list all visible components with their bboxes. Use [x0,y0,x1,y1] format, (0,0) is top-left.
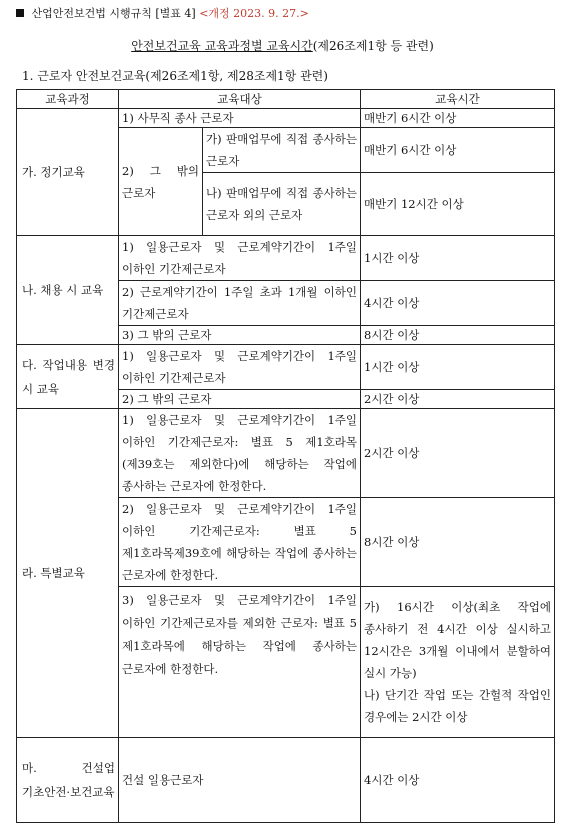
title-main: 안전보건교육 교육과정별 교육시간 [131,39,313,53]
table-row [17,738,555,823]
header-course: 교육과정 [17,90,119,109]
course-hiring: 나. 채용 시 교육 [17,236,119,345]
target-cell: 2) 그 밖의 근로자 [119,128,203,236]
table-row [17,345,555,390]
revision-date: <개정 2023. 9. 27.> [199,7,309,20]
hours-option-a: 가) 16시간 이상(최초 작업에 종사하기 전 4시간 이상 실시하고 12시간은 3개월 이내에서 분할하여 실시 가능) [364,600,551,680]
document-header [16,5,309,21]
education-hours-table [16,89,555,823]
target-cell: 나) 판매업무에 직접 종사하는 근로자 외의 근로자 [203,173,361,236]
hours-cell: 매반기 6시간 이상 [361,128,555,173]
hours-cell [361,587,555,738]
target-cell: 1) 일용근로자 및 근로계약기간이 1주일 이하인 기간제근로자: 별표 5 제1호라목(제39호는 제외한다)에 해당하는 작업에 종사하는 근로자에 한정한다. [119,409,361,498]
target-cell: 1) 일용근로자 및 근로계약기간이 1주일 이하인 기간제근로자 [119,345,361,390]
hours-cell: 4시간 이상 [361,281,555,326]
course-special: 라. 특별교육 [17,409,119,738]
document-title [0,37,565,54]
hours-cell: 4시간 이상 [361,738,555,823]
hours-cell: 2시간 이상 [361,409,555,498]
table-row [17,109,555,128]
table-header-row [17,90,555,109]
section-heading: 1. 근로자 안전보건교육(제26조제1항, 제28조제1항 관련) [22,69,328,83]
hours-cell: 2시간 이상 [361,390,555,409]
title-suffix: (제26조제1항 등 관련) [312,39,434,53]
law-reference: 산업안전보건법 시행규칙 [별표 4] [31,7,196,20]
target-cell: 2) 그 밖의 근로자 [119,390,361,409]
target-cell: 3) 그 밖의 근로자 [119,326,361,345]
table-row [17,409,555,498]
hours-cell: 매반기 12시간 이상 [361,173,555,236]
square-bullet-icon [16,9,24,17]
hours-cell: 1시간 이상 [361,345,555,390]
hours-cell: 1시간 이상 [361,236,555,281]
table-row [17,236,555,281]
header-hours: 교육시간 [361,90,555,109]
hours-cell: 매반기 6시간 이상 [361,109,555,128]
course-regular: 가. 정기교육 [17,109,119,236]
hours-cell: 8시간 이상 [361,498,555,587]
target-cell: 2) 근로계약기간이 1주일 초과 1개월 이하인 기간제근로자 [119,281,361,326]
target-cell: 1) 사무직 종사 근로자 [119,109,361,128]
hours-cell: 8시간 이상 [361,326,555,345]
target-cell: 2) 일용근로자 및 근로계약기간이 1주일 이하인 기간제근로자: 별표 5 제1호라목제39호에 해당하는 작업에 종사하는 근로자에 한정한다. [119,498,361,587]
course-construction: 마. 건설업 기초안전·보건교육 [17,738,119,823]
target-cell: 가) 판매업무에 직접 종사하는 근로자 [203,128,361,173]
course-change: 다. 작업내용 변경 시 교육 [17,345,119,409]
target-cell: 3) 일용근로자 및 근로계약기간이 1주일 이하인 기간제근로자를 제외한 근로자: 별표 5 제1호라목에 해당하는 작업에 종사하는 근로자에 한정한다. [119,587,361,738]
hours-option-b: 나) 단기간 작업 또는 간헐적 작업인 경우에는 2시간 이상 [364,688,551,724]
target-cell: 1) 일용근로자 및 근로계약기간이 1주일 이하인 기간제근로자 [119,236,361,281]
target-cell: 건설 일용근로자 [119,738,361,823]
header-target: 교육대상 [119,90,361,109]
